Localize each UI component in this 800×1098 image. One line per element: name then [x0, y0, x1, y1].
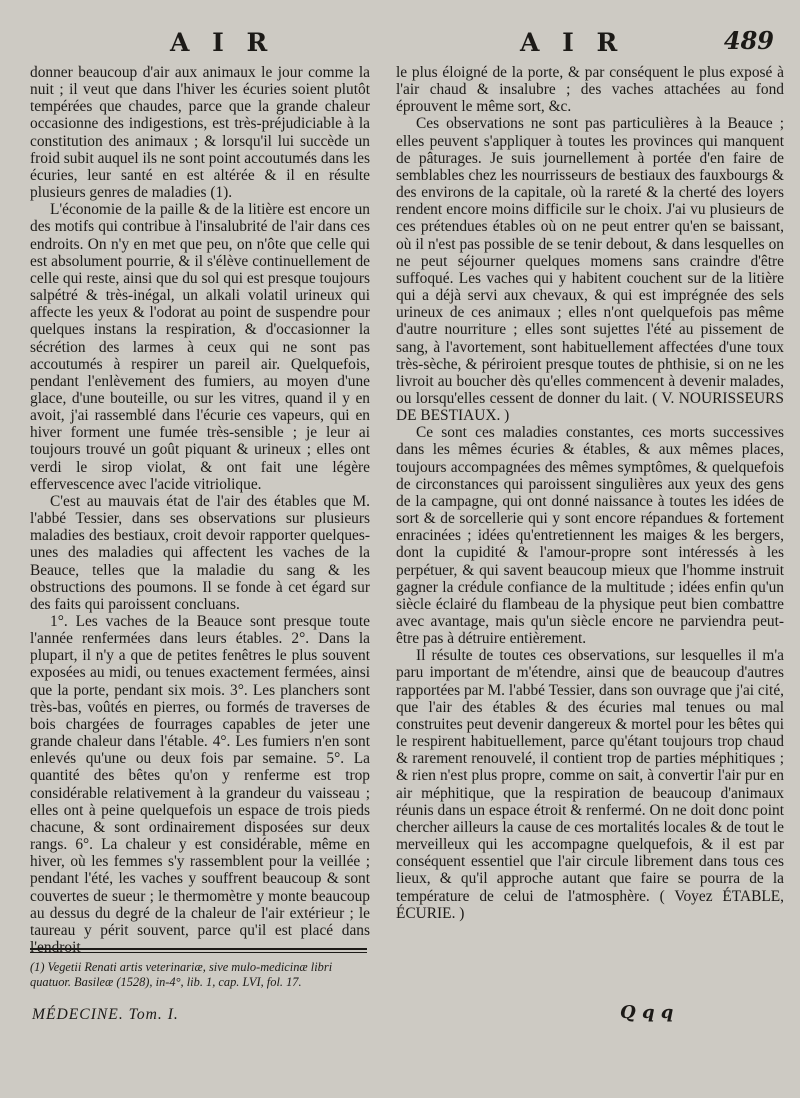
paragraph: Ce sont ces maladies constantes, ces morts successives dans les mêmes écuries & étables, & aux mêmes places, toujours accompagnées des mêmes symptômes, & quelquefois de circonstances qui paroissent singulières aux yeux des gens de la campagne, qui ont donné naissance à toutes les idées de sort & de sorcellerie qui y sont encore répandues & fortement enracinées ; idées qu'entretiennent les maiges & les bergers, dont la cupidité & l'amour-propre sont intéressés à les perpétuer, & qui savent beaucoup mieux que l'homme instruit gagner la crédule confiance de la multitude ; idées enfin qu'un siècle éclairé du flambeau de la physique peut bien combattre avec avantage, mais qu'un siècle encore ne parviendra peut-être pas à détruire entièrement.: [396, 424, 784, 648]
header-right-title: A I R: [520, 28, 625, 57]
header-left-title: A I R: [170, 28, 275, 57]
running-header: [0, 22, 800, 62]
paragraph: 1°. Les vaches de la Beauce sont presque toute l'année renfermées dans leurs étables. 2°. Dans la plupart, il n'y a que de petites fenêtres le plus souvent exposées au midi, ou tenues exactement fermées, ainsi que la porte, pendant six mois. 3°. Les planchers sont très-bas, voûtés en pierres, ou formés de traverses de bois chargées de fourrages capables de jeter une grande chaleur dans l'étable. 4°. Les fumiers n'en sont enlevés qu'une ou deux fois par semaine. 5°. La quantité des bêtes qu'on y renferme est trop considérable relativement à la grandeur du vaisseau ; elles ont à peine quelquefois un espace de trois pieds chacune, & sont ordinairement disposées sur deux rangs. 6°. La chaleur y est considérable, même en hiver, où les femmes s'y rassemblent pour la veillée ; pendant l'été, les vaches y souffrent beaucoup & sont couvertes de sueur ; le thermomètre y monte beaucoup au dessus du degré de la chaleur de l'air extérieur ; le taureau y périt souvent, parce qu'il est placé dans l'endroit: [30, 613, 370, 956]
paragraph: L'économie de la paille & de la litière est encore un des motifs qui contribue à l'insalubrité de l'air dans ces endroits. On n'y en met que peu, on n'ôte que celle qui est absolument pourrie, & il s'élève continuellement de celle qui reste, ainsi que du sol qui est presque toujours salpétré & très-inégal, un alkali volatil urineux qui affecte les yeux & l'odorat au point de suspendre pour quelques instans la respiration, & d'occasionner la sécrétion des larmes à ceux qui ne sont pas accoutumés à respirer un pareil air. Quelquefois, pendant l'enlèvement des fumiers, au moyen d'une glace, d'une bouteille, ou sur les vitres, quand il y en avoit, j'ai rassemblé dans l'écurie ces vapeurs, qui en hiver forment une fumée très-sensible ; je leur ai toujours trouvé un goût piquant & urineux ; elles ont verdi le sirop violat, & ont fait une légère effervescence avec l'acide vitriolique.: [30, 201, 370, 493]
paragraph: C'est au mauvais état de l'air des étables que M. l'abbé Tessier, dans ses observations sur plusieurs maladies des bestiaux, croit devoir rapporter quelques-unes des maladies qui affectent les vaches de la Beauce, telles que la maladie du sang & les obstructions des poumons. Il se fonde à cet égard sur des faits qui paroissent concluans.: [30, 492, 370, 613]
paragraph: le plus éloigné de la porte, & par conséquent le plus exposé à l'air chaud & insalubre ; des vaches attachées au fond éprouvent le même sort, &c.: [396, 64, 784, 116]
volume-footer: MÉDECINE. Tom. I.: [32, 1006, 179, 1023]
footnote-rule: [30, 948, 367, 950]
footnote-rule-thin: [30, 952, 367, 953]
right-column: [396, 64, 784, 922]
paragraph: donner beaucoup d'air aux animaux le jour comme la nuit ; il veut que dans l'hiver les écuries soient plutôt tempérées que chaudes, parce que la grande chaleur occasionne des indigestions, est très-préjudiciable à la constitution des animaux ; & lorsqu'il lui succède un froid subit auquel ils ne sont point accoutumés dans les écuries, leur santé en est altérée & il en résulte plusieurs genres de maladies (1).: [30, 64, 370, 202]
footnote: (1) Vegetii Renati artis veterinariæ, sive mulo-medicinæ libri quatuor. Basileæ (1528), in-4°, lib. 1, cap. LVI, fol. 17.: [30, 960, 333, 989]
page-number: 489: [723, 26, 774, 55]
left-column: [30, 64, 370, 956]
paragraph: Ces observations ne sont pas particulières à la Beauce ; elles peuvent s'appliquer à toutes les provinces qui manquent de pâturages. Je suis journellement à portée d'en faire de semblables chez les nourrisseurs de bestiaux des fauxbourgs & des environs de la capitale, où la rareté & la cherté des loyers rendent encore moins difficile sur le choix. J'ai vu plusieurs de ces prétendues étables où on ne peut entrer qu'en se baissant, où il n'est pas possible de se tenir debout, & dans lesquelles on ne peut séjourner quelques momens sans craindre d'être suffoqué. Les vaches qui y habitent couchent sur de la litière qui a déjà servi aux chevaux, & qui est imprégnée des sels urineux de ces animaux ; elles n'ont quelquefois pas même d'autre nourriture ; elles sont sujettes l'été au pissement de sang, à l'avortement, sont habituellement affectées d'une toux très-sèche, & périroient presque toutes de phthisie, si on ne les livroit au boucher dès qu'elles commencent à devenir malades, ou lorsqu'elles cessent de donner du lait. ( V. NOURISSEURS DE BESTIAUX. ): [396, 115, 784, 425]
signature-mark: Q q q: [620, 1002, 674, 1023]
paragraph: Il résulte de toutes ces observations, sur lesquelles il m'a paru important de m'étendre, ainsi que de beaucoup d'autres rapportées par M. l'abbé Tessier, dans son ouvrage que j'ai cité, que l'air des étables & des écuries mal tenues ou mal construites peut devenir dangereux & mortel pour les bêtes qui le respirent habituellement, parce qu'étant toujours trop chaud & rarement renouvelé, il contient trop de parties méphitiques ; & rien n'est plus propre, comme on sait, à convertir l'air pur en air méphitique, que la respiration de beaucoup d'animaux réunis dans un espace étroit & renfermé. On ne doit donc point chercher ailleurs la cause de ces mortalités locales & de tout le merveilleux qui les accompagne quelquefois, & il est par conséquent essentiel que l'air circule librement dans tous ces lieux, & qu'il approche autant que faire se pourra de la température de celui de l'atmosphère. ( Voyez ÉTABLE, ÉCURIE. ): [396, 647, 784, 922]
